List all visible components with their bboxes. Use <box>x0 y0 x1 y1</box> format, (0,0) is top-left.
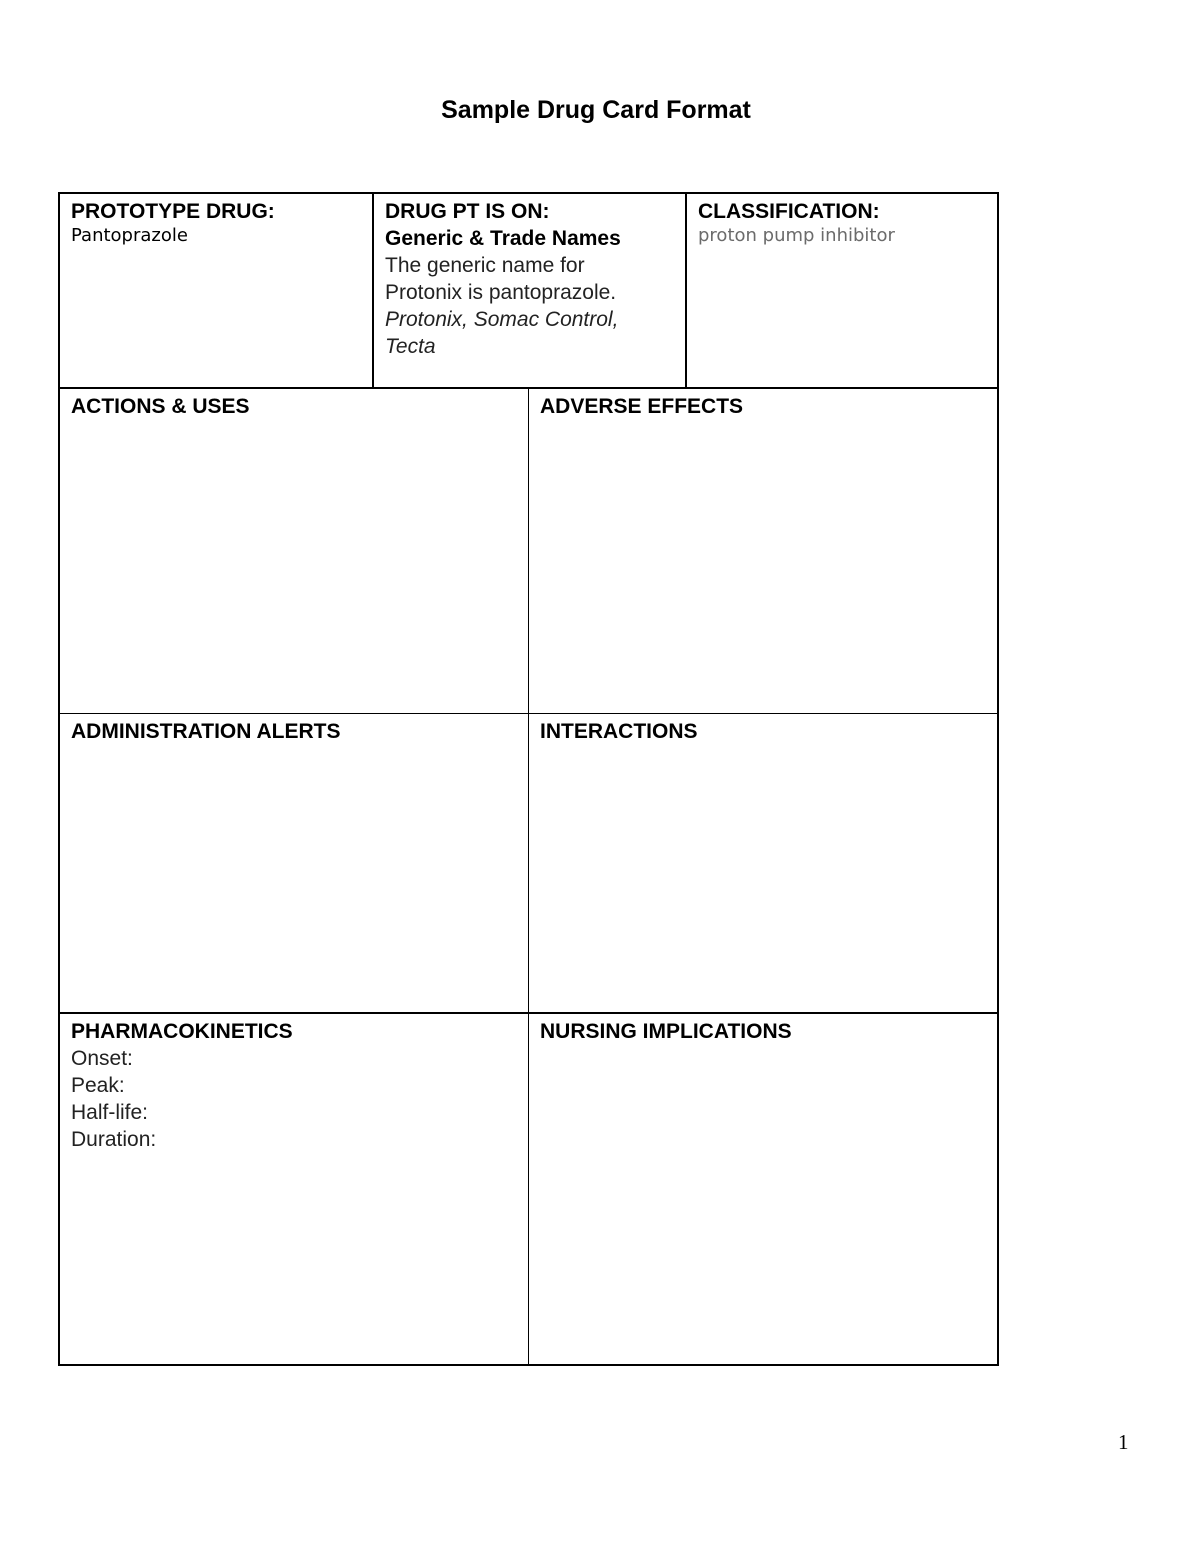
nursing-implications-cell <box>529 1014 997 1364</box>
classification-heading: CLASSIFICATION: <box>698 200 880 223</box>
page-title: Sample Drug Card Format <box>441 96 751 124</box>
drug-card-table <box>58 192 999 1366</box>
adverse-effects-heading: ADVERSE EFFECTS <box>540 395 744 418</box>
classification-cell <box>687 194 997 387</box>
generic-name-line-1: The generic name for <box>385 254 585 277</box>
prototype-drug-value: Pantoprazole <box>71 225 188 246</box>
actions-uses-heading: ACTIONS & USES <box>71 395 250 418</box>
peak-label: Peak: <box>71 1074 125 1097</box>
drug-pt-is-on-heading: DRUG PT IS ON: <box>385 200 550 223</box>
pharmacokinetics-heading: PHARMACOKINETICS <box>71 1020 293 1043</box>
adverse-effects-cell <box>529 389 997 713</box>
interactions-cell <box>529 714 997 1012</box>
onset-label: Onset: <box>71 1047 133 1070</box>
page-number: 1 <box>1118 1430 1129 1454</box>
pharmacokinetics-cell <box>60 1014 528 1364</box>
drug-pt-is-on-cell <box>374 194 685 387</box>
prototype-drug-heading: PROTOTYPE DRUG: <box>71 200 275 223</box>
classification-value: proton pump inhibitor <box>698 225 895 246</box>
prototype-drug-cell <box>60 194 372 387</box>
trade-names-line-1: Protonix, Somac Control, <box>385 308 619 331</box>
duration-label: Duration: <box>71 1128 157 1151</box>
half-life-label: Half-life: <box>71 1101 149 1124</box>
administration-alerts-cell <box>60 714 528 1012</box>
nursing-implications-heading: NURSING IMPLICATIONS <box>540 1020 792 1043</box>
interactions-heading: INTERACTIONS <box>540 720 698 743</box>
generic-name-line-2: Protonix is pantoprazole. <box>385 281 617 304</box>
trade-names-line-2: Tecta <box>385 335 436 358</box>
generic-trade-names-subheading: Generic & Trade Names <box>385 227 621 250</box>
administration-alerts-heading: ADMINISTRATION ALERTS <box>71 720 341 743</box>
actions-uses-cell <box>60 389 528 713</box>
